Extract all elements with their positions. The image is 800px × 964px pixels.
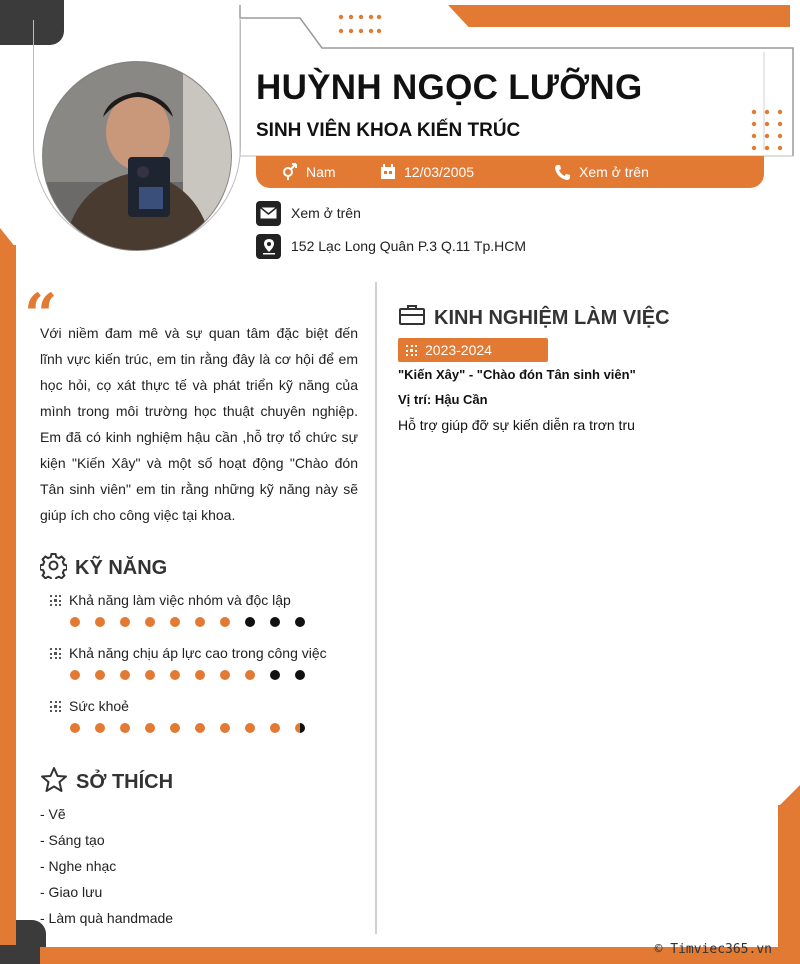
quote-icon: “ bbox=[24, 281, 58, 349]
bullet-icon bbox=[50, 701, 61, 712]
skill-rating bbox=[70, 670, 305, 680]
rating-dot bbox=[70, 617, 80, 627]
experience-heading bbox=[398, 304, 670, 332]
star-icon bbox=[40, 766, 68, 799]
candidate-name: HUỲNH NGỌC LƯỠNG bbox=[256, 68, 643, 107]
location-icon bbox=[256, 234, 281, 259]
rating-dot bbox=[270, 670, 280, 680]
rating-dot bbox=[170, 670, 180, 680]
skill-item bbox=[50, 698, 129, 714]
left-side-stripe bbox=[0, 245, 16, 945]
left-side-stripe-bevel bbox=[0, 228, 16, 248]
experience-project: "Kiến Xây" - "Chào đón Tân sinh viên" bbox=[398, 367, 636, 382]
rating-dot bbox=[195, 723, 205, 733]
experience-date: 2023-2024 bbox=[425, 342, 492, 358]
rating-dot bbox=[295, 617, 305, 627]
rating-dot bbox=[95, 670, 105, 680]
bullet-icon bbox=[50, 595, 61, 606]
phone-value: Xem ở trên bbox=[579, 164, 649, 180]
birthdate-value: 12/03/2005 bbox=[404, 164, 475, 180]
gender-icon bbox=[280, 163, 298, 181]
experience-title: KINH NGHIỆM LÀM VIỆC bbox=[434, 306, 670, 329]
hobby-item: - Sáng tạo bbox=[40, 832, 105, 848]
email-value: Xem ở trên bbox=[291, 205, 361, 221]
rating-dot bbox=[245, 670, 255, 680]
rating-dot bbox=[145, 670, 155, 680]
phone-info bbox=[554, 156, 649, 188]
skill-label: Sức khoẻ bbox=[69, 698, 129, 714]
career-summary: Với niềm đam mê và sự quan tâm đặc biệt đến lĩnh vực kiến trúc, em tin rằng đây là cơ hội để em học hỏi, cọ xát thực tế và phát triển kỹ năng của mình trong môi trường học thuật chuyên nghiệp. Em đã có kinh nghiệm hậu cần ,hỗ trợ tổ chức sự kiện "Kiến Xây" và một số hoạt động "Chào đón Tân sinh viên" em tin rằng những kỹ năng này sẽ giúp ích cho công việc tại khoa. bbox=[40, 325, 358, 523]
avatar bbox=[42, 61, 232, 251]
skill-rating bbox=[70, 723, 305, 733]
calendar-icon bbox=[380, 164, 396, 180]
rating-dot bbox=[120, 723, 130, 733]
rating-dot bbox=[95, 723, 105, 733]
experience-description: Hỗ trợ giúp đỡ sự kiến diễn ra trơn tru bbox=[398, 417, 635, 433]
rating-dot bbox=[70, 723, 80, 733]
skill-item bbox=[50, 592, 291, 608]
skill-label: Khả năng làm việc nhóm và độc lập bbox=[69, 592, 291, 608]
experience-position: Vị trí: Hậu Cần bbox=[398, 392, 488, 407]
rating-dot bbox=[245, 617, 255, 627]
hobby-item: - Làm quà handmade bbox=[40, 910, 174, 926]
bullet-icon bbox=[50, 648, 61, 659]
hobbies-heading bbox=[40, 766, 173, 799]
rating-dot bbox=[220, 670, 230, 680]
footer-credit: © Timviec365.vn bbox=[654, 942, 772, 957]
skills-title: KỸ NĂNG bbox=[75, 557, 168, 579]
briefcase-icon bbox=[398, 304, 426, 332]
address-value: 152 Lạc Long Quân P.3 Q.11 Tp.HCM bbox=[291, 238, 527, 254]
rating-dot bbox=[195, 670, 205, 680]
rating-dot bbox=[145, 617, 155, 627]
rating-dot bbox=[245, 723, 255, 733]
rating-dot bbox=[220, 723, 230, 733]
skill-item bbox=[50, 645, 327, 661]
email-icon bbox=[256, 201, 281, 226]
dot-pattern-top bbox=[336, 12, 384, 38]
hobby-item: - Nghe nhạc bbox=[40, 858, 117, 874]
rating-dot bbox=[270, 723, 280, 733]
gender-value: Nam bbox=[306, 164, 336, 180]
skill-rating bbox=[70, 617, 305, 627]
bullet-icon bbox=[406, 345, 417, 356]
candidate-title: SINH VIÊN KHOA KIẾN TRÚC bbox=[256, 120, 521, 141]
rating-dot bbox=[270, 617, 280, 627]
rating-dot bbox=[220, 617, 230, 627]
gear-icon bbox=[40, 552, 67, 585]
personal-info-bar bbox=[256, 156, 764, 188]
rating-dot bbox=[170, 723, 180, 733]
hobby-item: - Vẽ bbox=[40, 806, 66, 822]
address-row bbox=[256, 233, 526, 259]
skills-heading bbox=[40, 552, 167, 585]
rating-dot bbox=[195, 617, 205, 627]
rating-dot bbox=[145, 723, 155, 733]
skill-label: Khả năng chịu áp lực cao trong công việc bbox=[69, 645, 327, 661]
dot-pattern-right bbox=[748, 106, 788, 154]
rating-dot bbox=[120, 670, 130, 680]
rating-dot bbox=[95, 617, 105, 627]
hobby-item: - Giao lưu bbox=[40, 884, 103, 900]
birthdate-info bbox=[380, 156, 474, 188]
hobbies-title: SỞ THÍCH bbox=[76, 771, 174, 793]
rating-dot bbox=[120, 617, 130, 627]
right-side-stripe-bevel bbox=[778, 785, 800, 807]
rating-dot bbox=[70, 670, 80, 680]
rating-dot bbox=[170, 617, 180, 627]
gender-info bbox=[280, 156, 336, 188]
column-divider bbox=[375, 282, 377, 934]
right-side-stripe bbox=[778, 805, 800, 964]
phone-icon bbox=[554, 164, 571, 181]
rating-dot bbox=[295, 670, 305, 680]
rating-dot bbox=[295, 723, 305, 733]
experience-date-badge bbox=[398, 338, 548, 362]
email-row bbox=[256, 200, 361, 226]
